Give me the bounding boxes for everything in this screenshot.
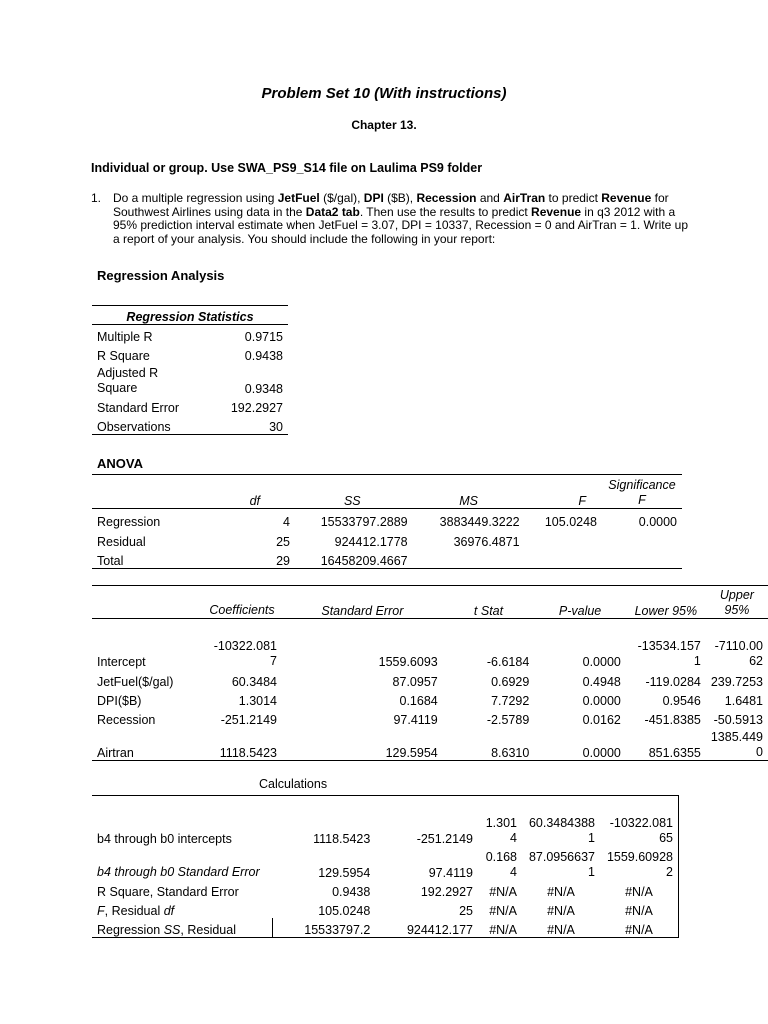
question-text: Do a multiple regression using JetFuel ($/gal), DPI ($B), Recession and AirTran to predict Revenue for Southwest Airlines using data in the Data2 tab. Then use the results to predict Revenue in q3 2012 with a 95% prediction interval estimate when JetFuel = 3.07, DPI = 10337, Recession = 0 and AirTran = 1. Write up a report of your analysis. You should include the following in your report: [113,191,688,246]
question-1 [91,192,691,246]
regression-statistics-header: Regression Statistics [92,306,288,325]
question-number: 1. [91,191,102,205]
table-row: DPI($B) 1.3014 0.1684 7.7292 0.0000 0.9546 1.6481 [97,693,763,708]
table-row: Recession -251.2149 97.4119 -2.5789 0.0162 -451.8385 -50.5913 [97,712,763,727]
table-row: F, Residual df 105.0248 25 #N/A #N/A #N/A [97,903,653,918]
table-row: Standard Error 192.2927 [97,400,283,415]
table-row: Multiple R 0.9715 [97,329,283,344]
regression-analysis-heading: Regression Analysis [97,268,225,283]
regression-statistics-table [92,305,288,435]
calculations-title: Calculations [259,777,328,791]
table-row: Airtran 1118.5423 129.5954 8.6310 0.0000 851.6355 1385.4490 [92,727,768,761]
table-row: Observations 30 [92,415,288,435]
table-row: b4 through b0 Standard Error 129.5954 97.4119 0.1684 87.09566371 1559.609282 [97,849,673,880]
table-row: Regression SS, Residual 15533797.2 924412.177 #N/A #N/A #N/A [92,918,679,938]
table-row: b4 through b0 intercepts 1118.5423 -251.2149 1.3014 60.34843881 -10322.08165 [97,815,673,846]
table-row: Adjusted R Square 0.9348 [97,365,283,396]
table-row: JetFuel($/gal) 60.3484 87.0957 0.6929 0.4948 -119.0284 239.7253 [97,674,763,689]
table-row: Residual 25 924412.1778 36976.4871 [97,534,520,549]
anova-heading: ANOVA [97,456,143,471]
intro-text: Individual or group. Use SWA_PS9_S14 file on Laulima PS9 folder [91,161,483,175]
table-row: R Square 0.9438 [97,348,283,363]
table-row: R Square, Standard Error 0.9438 192.2927 #N/A #N/A #N/A [97,884,653,899]
page-title: Problem Set 10 (With instructions) [261,85,507,102]
coefficients-table [92,585,768,761]
calculations-table [92,795,679,938]
table-row: Regression 4 15533797.2889 3883449.3222 105.0248 0.0000 [97,514,677,529]
table-row: Intercept -10322.0817 1559.6093 -6.6184 0.0000 -13534.1571 -7110.0062 [97,638,763,669]
coefficients-header-row: Coefficients Standard Error t Stat P-value Lower 95% Upper 95% [92,586,768,619]
table-row: Total 29 16458209.4667 [92,549,682,569]
anova-table [92,474,682,569]
chapter-heading: Chapter 13. [351,118,417,132]
anova-header-row: df SS MS F Significance F [92,475,682,509]
